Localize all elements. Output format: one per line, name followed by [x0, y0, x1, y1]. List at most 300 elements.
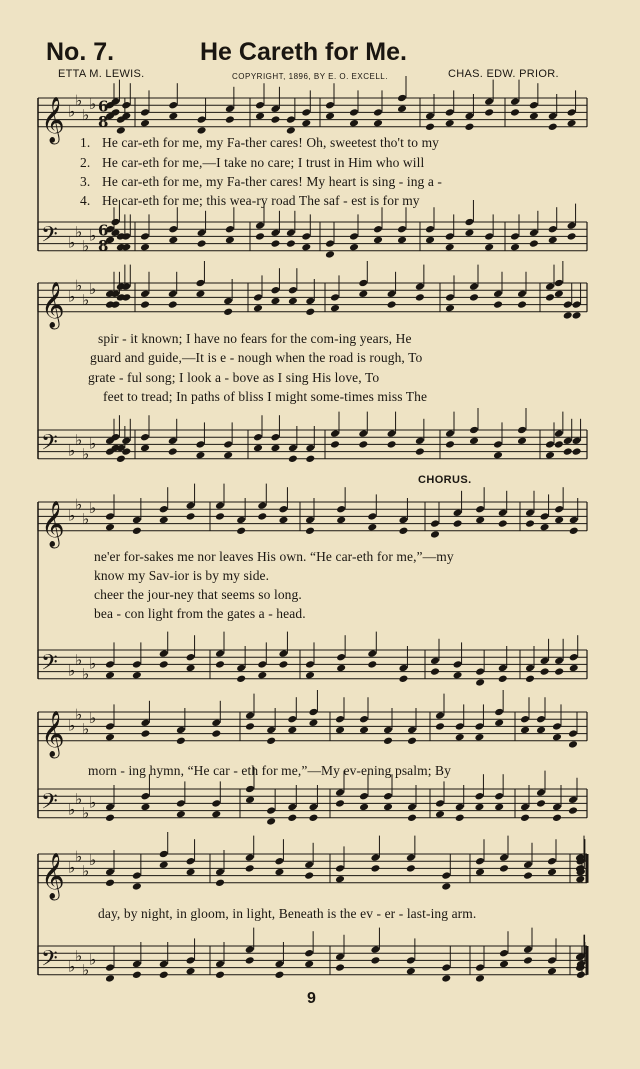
time-signature: 6: [98, 97, 109, 116]
note-head: [105, 879, 115, 888]
note-head: [441, 871, 451, 880]
lyric-line: grate - ful song; I look a - bove as I sing His love, To: [88, 370, 380, 385]
note-head: [547, 868, 557, 877]
note-head: [266, 817, 276, 826]
note-head: [168, 300, 178, 309]
note-head: [195, 279, 205, 288]
note-head: [494, 792, 504, 801]
note-head: [453, 660, 463, 669]
note-head: [445, 440, 455, 449]
note-head: [140, 108, 150, 117]
note-head: [305, 444, 315, 453]
note-head: [567, 119, 577, 128]
note-head: [304, 960, 314, 969]
note-head: [336, 653, 346, 662]
note-head: [484, 97, 494, 106]
note-head: [563, 437, 573, 446]
note-head: [168, 236, 178, 245]
note-head: [197, 239, 207, 248]
note-head: [257, 501, 267, 510]
note-head: [225, 225, 235, 234]
note-head: [186, 664, 196, 673]
note-head: [474, 722, 484, 731]
note-head: [554, 279, 564, 288]
note-head: [397, 94, 407, 103]
flat-icon: ♭: [68, 957, 76, 976]
note-head: [493, 451, 503, 460]
note-head: [305, 516, 315, 525]
note-head: [266, 737, 276, 746]
note-head: [197, 115, 207, 124]
note-head: [563, 300, 573, 309]
note-head: [305, 527, 315, 536]
note-head: [286, 126, 296, 135]
note-head: [308, 708, 318, 717]
note-head: [494, 803, 504, 812]
note-head: [245, 864, 255, 873]
note-head: [554, 290, 564, 299]
note-head: [186, 512, 196, 521]
note-head: [308, 803, 318, 812]
note-head: [176, 726, 186, 735]
note-head: [186, 956, 196, 965]
note-head: [548, 123, 558, 132]
note-head: [270, 229, 280, 238]
time-signature: 6: [98, 221, 109, 240]
note-head: [301, 119, 311, 128]
note-head: [257, 660, 267, 669]
flat-icon: ♭: [68, 661, 76, 680]
lyric-line: bea - con light from the gates a - head.: [94, 606, 306, 621]
note-head: [398, 516, 408, 525]
flat-icon: ♭: [75, 847, 83, 866]
note-head: [517, 300, 527, 309]
note-head: [441, 974, 451, 983]
note-head: [373, 108, 383, 117]
note-head: [464, 112, 474, 121]
note-head: [569, 516, 579, 525]
note-head: [547, 967, 557, 976]
note-head: [325, 101, 335, 110]
note-head: [430, 519, 440, 528]
note-head: [308, 814, 318, 823]
note-head: [523, 945, 533, 954]
note-head: [168, 437, 178, 446]
flat-icon: ♭: [75, 91, 83, 110]
note-head: [215, 960, 225, 969]
note-head: [132, 960, 142, 969]
note-head: [105, 814, 115, 823]
note-head: [245, 722, 255, 731]
note-head: [186, 868, 196, 877]
note-head: [168, 447, 178, 456]
note-head: [367, 512, 377, 521]
note-head: [529, 239, 539, 248]
note-head: [469, 282, 479, 291]
note-head: [464, 123, 474, 132]
note-head: [278, 649, 288, 658]
note-head: [430, 667, 440, 676]
note-head: [373, 225, 383, 234]
note-head: [105, 803, 115, 812]
note-head: [475, 974, 485, 983]
flat-icon: ♭: [75, 789, 83, 808]
note-head: [464, 229, 474, 238]
note-head: [445, 232, 455, 241]
note-head: [335, 953, 345, 962]
note-head: [493, 290, 503, 299]
note-head: [274, 857, 284, 866]
note-head: [197, 229, 207, 238]
note-head: [105, 868, 115, 877]
note-head: [195, 440, 205, 449]
note-head: [358, 429, 368, 438]
note-head: [475, 857, 485, 866]
note-head: [510, 243, 520, 252]
note-head: [287, 726, 297, 735]
note-head: [453, 671, 463, 680]
note-head: [445, 119, 455, 128]
note-head: [510, 232, 520, 241]
copyright-notice: COPYRIGHT, 1896, BY E. O. EXCELL.: [232, 72, 388, 81]
note-head: [176, 810, 186, 819]
note-head: [370, 956, 380, 965]
note-head: [215, 660, 225, 669]
note-head: [387, 300, 397, 309]
note-head: [274, 868, 284, 877]
note-head: [383, 792, 393, 801]
lyric-line: feet to tread; In paths of bliss I might some-times miss The: [103, 389, 428, 404]
note-head: [494, 719, 504, 728]
note-head: [287, 814, 297, 823]
note-head: [211, 799, 221, 808]
note-head: [121, 101, 131, 110]
flat-icon: ♭: [75, 946, 83, 965]
note-head: [430, 530, 440, 539]
note-head: [288, 444, 298, 453]
note-head: [510, 97, 520, 106]
note-head: [236, 664, 246, 673]
note-head: [270, 239, 280, 248]
note-head: [140, 803, 150, 812]
note-head: [525, 675, 535, 684]
note-head: [211, 729, 221, 738]
note-head: [270, 297, 280, 306]
note-head: [325, 112, 335, 121]
note-head: [525, 664, 535, 673]
note-head: [525, 509, 535, 518]
note-head: [536, 715, 546, 724]
note-head: [398, 664, 408, 673]
note-head: [325, 239, 335, 248]
note-head: [255, 112, 265, 121]
note-head: [140, 290, 150, 299]
note-head: [358, 440, 368, 449]
note-head: [159, 850, 169, 859]
note-head: [288, 455, 298, 464]
note-head: [397, 105, 407, 114]
note-head: [305, 308, 315, 317]
note-head: [548, 112, 558, 121]
lyric-line: 3. He car-eth for me, my Fa-ther cares! My heart is sing - ing a -: [80, 174, 443, 189]
note-head: [453, 509, 463, 518]
note-head: [567, 232, 577, 241]
note-head: [415, 282, 425, 291]
note-head: [140, 729, 150, 738]
note-head: [406, 853, 416, 862]
note-head: [105, 660, 115, 669]
note-head: [548, 236, 558, 245]
treble-clef-icon: 𝄞: [41, 96, 65, 143]
note-head: [176, 799, 186, 808]
note-head: [245, 853, 255, 862]
note-head: [215, 971, 225, 980]
note-head: [159, 505, 169, 514]
note-head: [540, 512, 550, 521]
note-head: [455, 733, 465, 742]
note-head: [335, 963, 345, 972]
note-head: [197, 126, 207, 135]
note-head: [552, 722, 562, 731]
flat-icon: ♭: [68, 102, 76, 121]
note-head: [552, 803, 562, 812]
note-head: [349, 243, 359, 252]
flat-icon: ♭: [75, 430, 83, 449]
note-head: [484, 232, 494, 241]
note-head: [288, 297, 298, 306]
note-head: [266, 806, 276, 815]
note-head: [563, 447, 573, 456]
flat-icon: ♭: [68, 800, 76, 819]
note-head: [159, 660, 169, 669]
note-head: [445, 243, 455, 252]
note-head: [266, 726, 276, 735]
note-head: [159, 960, 169, 969]
flat-icon: ♭: [89, 280, 97, 299]
note-head: [349, 119, 359, 128]
note-head: [569, 664, 579, 673]
note-head: [278, 505, 288, 514]
flat-icon: ♭: [82, 291, 90, 309]
flat-icon: ♭: [82, 862, 90, 880]
flat-icon: ♭: [68, 441, 76, 460]
note-head: [536, 788, 546, 797]
note-head: [415, 447, 425, 456]
note-head: [494, 708, 504, 717]
note-head: [110, 218, 120, 227]
treble-clef-icon: 𝄞: [41, 710, 65, 757]
note-head: [474, 792, 484, 801]
treble-clef-icon: 𝄞: [41, 852, 65, 899]
note-head: [305, 671, 315, 680]
note-head: [523, 861, 533, 870]
note-head: [464, 218, 474, 227]
note-head: [286, 229, 296, 238]
note-head: [568, 740, 578, 749]
note-head: [455, 814, 465, 823]
note-head: [397, 236, 407, 245]
flat-icon: ♭: [89, 499, 97, 518]
flat-icon: ♭: [89, 709, 97, 728]
note-head: [563, 311, 573, 320]
note-head: [370, 864, 380, 873]
note-head: [186, 967, 196, 976]
chorus-label: CHORUS.: [418, 474, 472, 486]
flat-icon: ♭: [75, 495, 83, 514]
note-head: [255, 221, 265, 230]
note-head: [274, 971, 284, 980]
note-head: [330, 293, 340, 302]
note-head: [547, 857, 557, 866]
note-head: [159, 516, 169, 525]
note-head: [435, 711, 445, 720]
note-head: [336, 664, 346, 673]
note-head: [105, 963, 115, 972]
note-head: [287, 715, 297, 724]
note-head: [186, 501, 196, 510]
page-number: 9: [307, 990, 316, 1007]
flat-icon: ♭: [68, 858, 76, 877]
note-head: [499, 864, 509, 873]
note-head: [568, 796, 578, 805]
lyric-line: know my Sav-ior is by my side.: [94, 568, 270, 583]
note-head: [159, 649, 169, 658]
note-head: [140, 232, 150, 241]
note-head: [278, 660, 288, 669]
note-head: [475, 516, 485, 525]
flat-icon: ♭: [68, 287, 76, 306]
note-head: [286, 239, 296, 248]
note-head: [336, 516, 346, 525]
bass-clef-icon: 𝄢: [41, 789, 58, 820]
flat-icon: ♭: [75, 650, 83, 669]
note-head: [105, 512, 115, 521]
note-head: [373, 119, 383, 128]
note-head: [387, 290, 397, 299]
note-head: [484, 108, 494, 117]
note-head: [236, 675, 246, 684]
note-head: [435, 810, 445, 819]
hymn-number: No. 7.: [46, 38, 115, 66]
note-head: [132, 882, 142, 891]
note-head: [253, 293, 263, 302]
note-head: [274, 960, 284, 969]
note-head: [211, 719, 221, 728]
lyricist-credit: ETTA M. LEWIS.: [58, 68, 145, 80]
note-head: [168, 112, 178, 121]
note-head: [140, 792, 150, 801]
note-head: [105, 974, 115, 983]
note-head: [407, 803, 417, 812]
note-head: [569, 653, 579, 662]
note-head: [215, 879, 225, 888]
note-head: [484, 243, 494, 252]
note-head: [305, 455, 315, 464]
note-head: [469, 426, 479, 435]
note-head: [552, 733, 562, 742]
lyric-line: ne'er for-sakes me nor leaves His own. “He car-eth for me,”—my: [94, 549, 454, 564]
flat-icon: ♭: [82, 106, 90, 124]
note-head: [367, 523, 377, 532]
note-head: [367, 649, 377, 658]
note-head: [383, 803, 393, 812]
note-head: [301, 243, 311, 252]
note-head: [140, 300, 150, 309]
note-head: [105, 671, 115, 680]
note-head: [441, 882, 451, 891]
note-head: [349, 232, 359, 241]
note-head: [545, 293, 555, 302]
note-head: [475, 505, 485, 514]
note-head: [529, 101, 539, 110]
note-head: [304, 871, 314, 880]
note-head: [370, 853, 380, 862]
note-head: [425, 112, 435, 121]
note-head: [545, 440, 555, 449]
lyric-line: cheer the jour-ney that seems so long.: [94, 587, 302, 602]
note-head: [474, 733, 484, 742]
note-head: [554, 440, 564, 449]
note-head: [215, 501, 225, 510]
note-head: [498, 675, 508, 684]
note-head: [168, 101, 178, 110]
flat-icon: ♭: [82, 665, 90, 684]
note-head: [367, 660, 377, 669]
note-head: [445, 304, 455, 313]
lyric-line: 1. He car-eth for me, my Fa-ther cares! Oh, sweetest tho't to my: [80, 135, 440, 150]
note-head: [398, 675, 408, 684]
flat-icon: ♭: [89, 851, 97, 870]
note-head: [335, 864, 345, 873]
note-head: [330, 440, 340, 449]
note-head: [529, 229, 539, 238]
note-head: [140, 243, 150, 252]
note-head: [453, 519, 463, 528]
note-head: [278, 516, 288, 525]
note-head: [116, 455, 126, 464]
note-head: [517, 426, 527, 435]
note-head: [554, 667, 564, 676]
note-head: [330, 304, 340, 313]
note-head: [415, 293, 425, 302]
note-head: [132, 660, 142, 669]
note-head: [257, 512, 267, 521]
flat-icon: ♭: [82, 510, 90, 528]
flat-icon: ♭: [82, 720, 90, 738]
note-head: [475, 667, 485, 676]
note-head: [569, 527, 579, 536]
note-head: [475, 963, 485, 972]
note-head: [540, 667, 550, 676]
note-head: [545, 451, 555, 460]
note-head: [304, 949, 314, 958]
note-head: [536, 726, 546, 735]
flat-icon: ♭: [75, 276, 83, 295]
note-head: [225, 115, 235, 124]
flat-icon: ♭: [82, 445, 90, 464]
note-head: [140, 119, 150, 128]
note-head: [132, 527, 142, 536]
note-head: [270, 444, 280, 453]
note-head: [304, 861, 314, 870]
note-head: [498, 519, 508, 528]
lyric-line: 4. He car-eth for me; this wea-ry road The saf - est is for my: [80, 193, 420, 208]
note-head: [475, 678, 485, 687]
note-head: [517, 290, 527, 299]
note-head: [140, 433, 150, 442]
note-head: [270, 115, 280, 124]
note-head: [370, 945, 380, 954]
